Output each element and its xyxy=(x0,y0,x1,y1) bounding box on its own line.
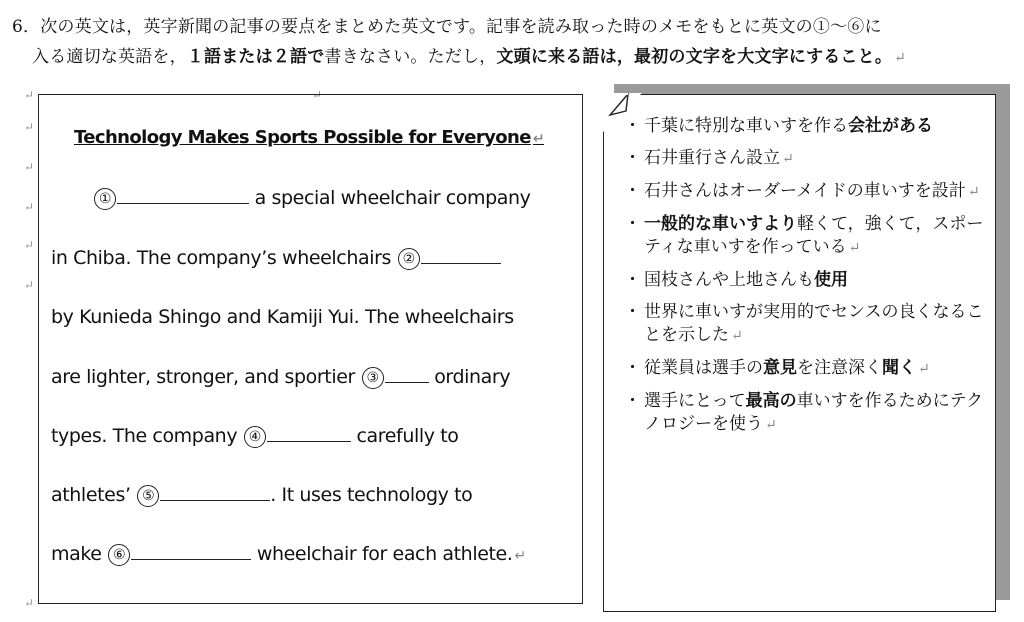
article-text: wheelchair for each athlete. xyxy=(256,543,513,565)
answer-blank-1[interactable] xyxy=(117,187,249,204)
blank-number: ④ xyxy=(244,426,266,448)
answer-blank-5[interactable] xyxy=(160,484,270,501)
article-line-1 xyxy=(93,187,531,210)
return-mark-icon: ↵ xyxy=(894,50,906,66)
return-mark-icon: ↵ xyxy=(765,417,777,433)
instruction-line-2 xyxy=(12,42,1012,73)
instruction-text-2a: 入る適切な英語を， xyxy=(32,47,187,67)
article-title: Technology Makes Sports Possible for Everyone ↵ xyxy=(74,127,544,148)
article-text: athletes’ xyxy=(51,484,131,506)
blank-number: ② xyxy=(398,248,420,270)
return-mark-icon: ↵ xyxy=(514,548,526,564)
return-mark-icon: ↵ xyxy=(24,278,35,292)
article-text: make xyxy=(51,543,102,565)
article-text: . It uses technology to xyxy=(270,484,473,506)
memo-item: ・ 国枝さんや上地さんも使用 xyxy=(630,269,988,292)
answer-blank-3[interactable] xyxy=(385,366,429,383)
blank-number: ③ xyxy=(362,367,384,389)
instruction-emphasis-1: １語または２語で xyxy=(186,47,325,67)
blank-number: ⑤ xyxy=(137,485,159,507)
article-text: a special wheelchair company xyxy=(254,187,531,209)
instruction-text-1: 次の英文は，英字新聞の記事の要点をまとめた英文です。記事を読み取った時のメモをもとに英文の①～⑥に xyxy=(40,17,882,37)
article-text: types. The company xyxy=(51,425,238,447)
return-mark-icon: ↵ xyxy=(24,238,35,252)
article-text: by Kunieda Shingo and Kamiji Yui. The wheelchairs xyxy=(51,306,514,328)
answer-blank-4[interactable] xyxy=(267,425,351,442)
return-mark-icon: ↵ xyxy=(848,240,861,256)
instruction-text-2b: 書きなさい。ただし， xyxy=(324,47,497,67)
answer-blank-2[interactable] xyxy=(421,247,501,264)
instructions xyxy=(12,12,1012,73)
article-line-3 xyxy=(51,306,514,328)
memo-item: ・ 世界に車いすが実用的でセンスの良くなることを示した ↵ xyxy=(630,301,988,348)
instruction-line-1 xyxy=(12,12,1012,42)
memo-note xyxy=(603,94,996,612)
instruction-emphasis-2: 文頭に来る語は，最初の文字を大文字にすること。 xyxy=(496,47,893,67)
memo-item: ・ 石井さんはオーダーメイドの車いすを設計 ↵ xyxy=(630,180,988,204)
return-mark-icon: ↵ xyxy=(312,88,323,102)
article-line-5 xyxy=(51,425,458,448)
return-mark-icon: ↵ xyxy=(24,596,35,610)
memo-item: ・ 選手にとって最高の車いすを作るためにテクノロジーを使う ↵ xyxy=(630,390,988,437)
return-mark-icon: ↵ xyxy=(24,160,35,174)
return-mark-icon: ↵ xyxy=(731,328,743,344)
article-box xyxy=(38,94,583,604)
memo-list xyxy=(630,115,988,446)
question-number: 6． xyxy=(12,17,41,37)
return-mark-icon: ↵ xyxy=(24,120,35,134)
article-text: carefully to xyxy=(356,425,459,447)
article-text: are lighter, stronger, and sportier xyxy=(51,366,355,388)
return-mark-icon: ↵ xyxy=(918,361,930,377)
return-mark-icon: ↵ xyxy=(24,200,35,214)
return-mark-icon: ↵ xyxy=(532,131,544,147)
memo-item: ・ 千葉に特別な車いすを作る会社がある xyxy=(630,115,988,138)
article-text: in Chiba. The company’s wheelchairs xyxy=(51,247,392,269)
article-line-2 xyxy=(51,247,501,270)
memo-item: ・ 従業員は選手の意見を注意深く聞く ↵ xyxy=(630,357,988,381)
article-text: ordinary xyxy=(434,366,511,388)
answer-blank-6[interactable] xyxy=(131,543,251,560)
blank-number: ① xyxy=(94,188,116,210)
article-line-4 xyxy=(51,366,510,389)
memo-item: ・ 石井重行さん設立 ↵ xyxy=(630,147,988,171)
blank-number: ⑥ xyxy=(108,544,130,566)
return-mark-icon: ↵ xyxy=(782,151,794,167)
article-line-7 xyxy=(51,543,526,566)
return-mark-icon: ↵ xyxy=(24,88,35,102)
article-line-6 xyxy=(51,484,472,507)
memo-item: ・ 一般的な車いすより軽くて，強くて，スポーティな車いすを作っている ↵ xyxy=(630,213,988,260)
return-mark-icon: ↵ xyxy=(967,184,980,200)
